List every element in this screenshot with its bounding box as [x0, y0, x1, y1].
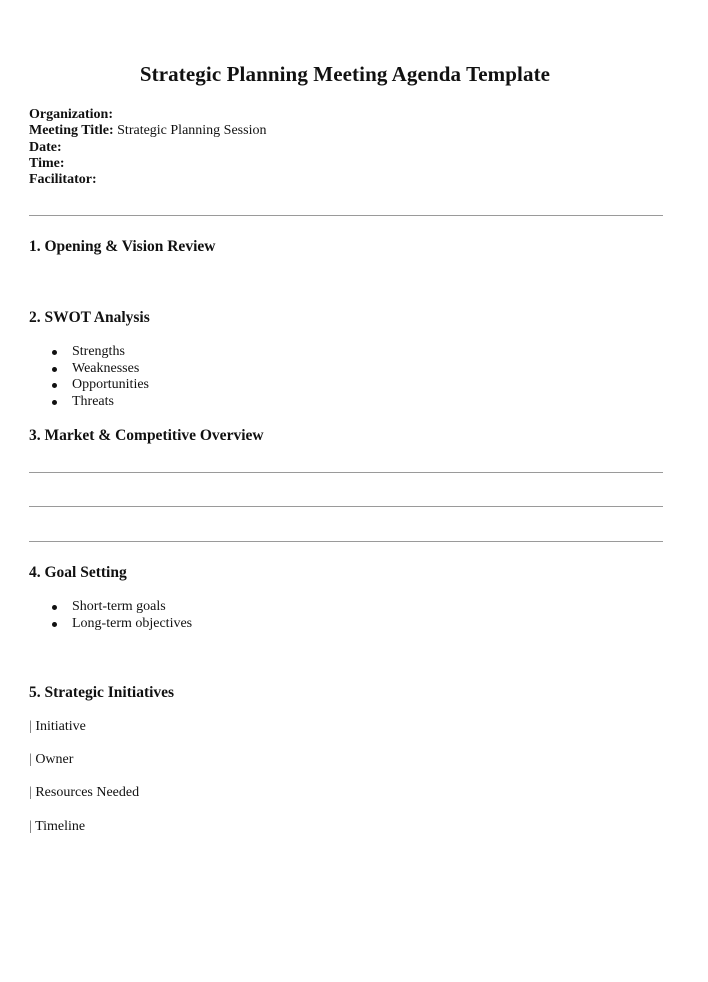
list-item-text: Long-term objectives [72, 615, 193, 631]
table-header-timeline [29, 819, 85, 835]
list-item [29, 361, 149, 378]
divider-line [29, 215, 663, 216]
meta-label: Facilitator: [29, 172, 97, 188]
list-item-text: Strengths [72, 344, 125, 359]
table-pipe: | [29, 819, 32, 834]
list-item-text: Threats [72, 393, 114, 409]
table-header-resources [29, 785, 139, 801]
bullet-icon [52, 367, 57, 372]
meta-label: Organization: [29, 107, 113, 122]
meta-value: Strategic Planning Session [117, 123, 267, 139]
meta-organization [29, 107, 266, 123]
bullet-icon [52, 383, 57, 388]
table-pipe: | [29, 785, 32, 800]
list-item [29, 394, 149, 411]
table-cell: Timeline [35, 819, 86, 834]
writing-line [29, 541, 663, 542]
meta-facilitator [29, 172, 266, 188]
list-item-text: Opportunities [72, 377, 149, 392]
meta-label: Meeting Title: [29, 123, 114, 139]
meta-time [29, 156, 266, 172]
list-item [29, 344, 149, 361]
bullet-icon [52, 622, 57, 627]
meta-label: Date: [29, 139, 62, 155]
swot-list [29, 344, 149, 410]
section-heading-goals: 4. Goal Setting [29, 564, 127, 581]
bullet-icon [52, 350, 57, 355]
table-header-initiative [29, 719, 86, 735]
meta-label: Time: [29, 155, 65, 171]
section-heading-swot: 2. SWOT Analysis [29, 309, 150, 326]
list-item [29, 377, 149, 394]
document-title: Strategic Planning Meeting Agenda Template [139, 62, 551, 86]
table-cell: Initiative [35, 719, 86, 734]
list-item-text: Weaknesses [72, 360, 140, 376]
meeting-details [29, 107, 266, 188]
table-pipe: | [29, 719, 32, 734]
table-cell: Owner [35, 752, 74, 767]
writing-line [29, 472, 663, 473]
writing-line [29, 506, 663, 507]
meta-date [29, 140, 266, 156]
section-heading-initiatives: 5. Strategic Initiatives [29, 684, 175, 701]
bullet-icon [52, 400, 57, 405]
table-cell: Resources Needed [35, 785, 140, 800]
table-header-owner [29, 752, 73, 768]
list-item-text: Short-term goals [72, 599, 166, 614]
section-heading-opening: 1. Opening & Vision Review [29, 238, 216, 255]
section-heading-market: 3. Market & Competitive Overview [29, 427, 264, 444]
bullet-icon [52, 605, 57, 610]
meta-meeting-title [29, 123, 266, 139]
list-item [29, 599, 192, 616]
goals-list [29, 599, 192, 632]
list-item [29, 616, 192, 633]
table-pipe: | [29, 752, 32, 767]
